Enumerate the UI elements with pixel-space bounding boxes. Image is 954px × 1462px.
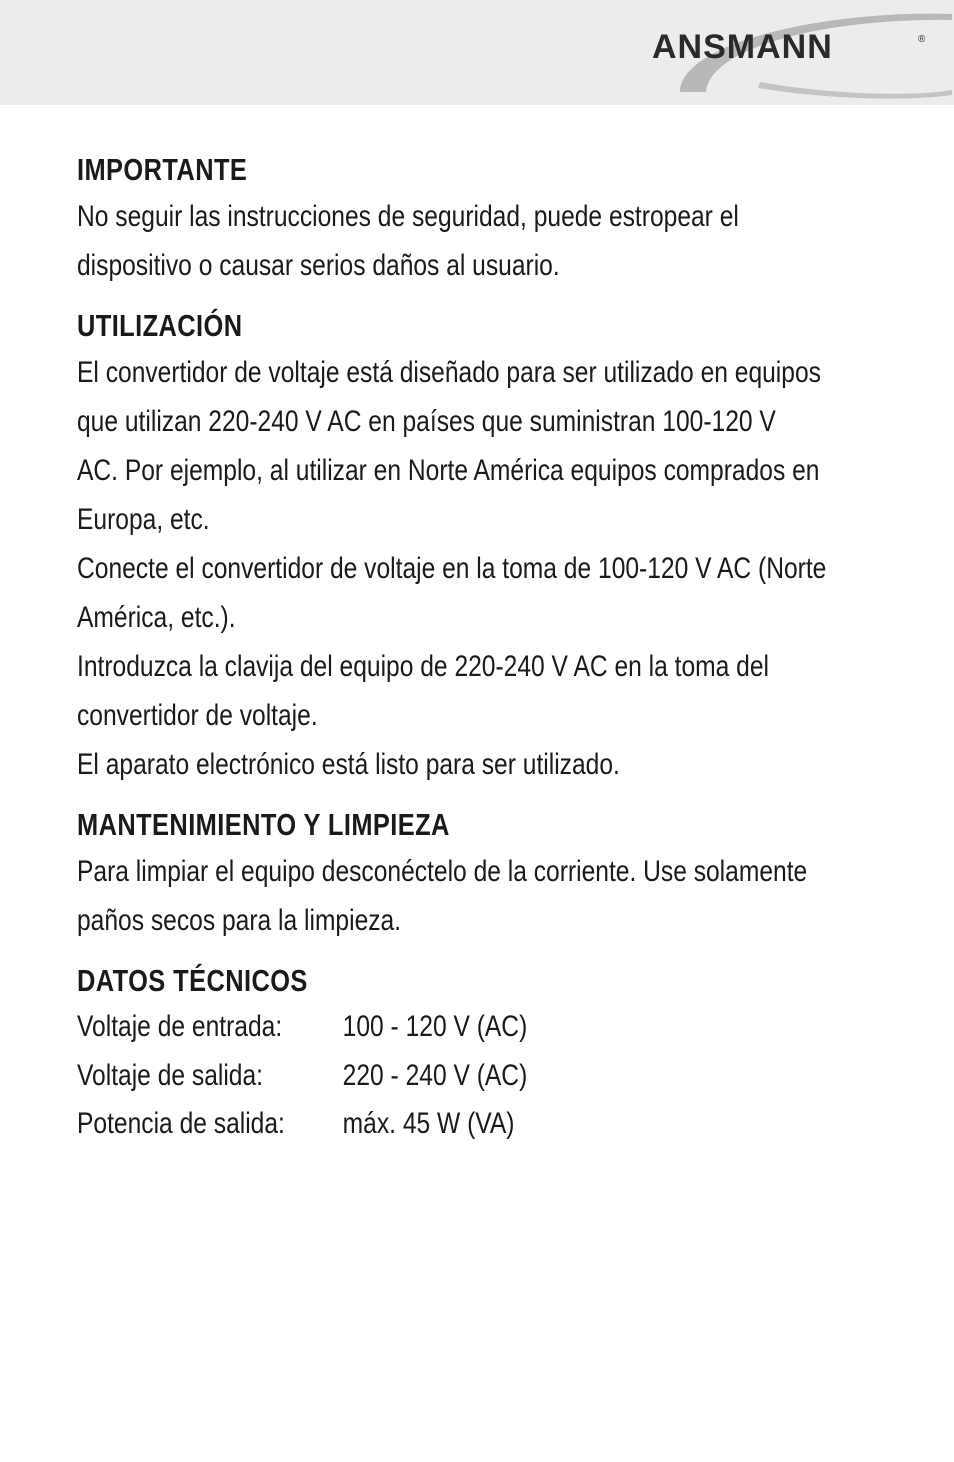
text-line: AC. Por ejemplo, al utilizar en Norte América equipos comprados en	[77, 454, 820, 487]
section-title: MANTENIMIENTO Y LIMPIEZA	[77, 807, 450, 842]
section-title: IMPORTANTE	[77, 152, 248, 187]
text-line: Conecte el convertidor de voltaje en la toma de 100-120 V AC (Norte	[77, 552, 827, 585]
text-line: El convertidor de voltaje está diseñado para ser utilizado en equipos	[77, 356, 821, 389]
text-line: que utilizan 220-240 V AC en países que suministran 100-120 V	[77, 405, 776, 438]
spec-row-output-voltage	[77, 1052, 877, 1101]
text-line: El aparato electrónico está listo para ser utilizado.	[77, 748, 620, 781]
section-title: UTILIZACIÓN	[77, 308, 243, 343]
text-line: Introduzca la clavija del equipo de 220-240 V AC en la toma del	[77, 650, 769, 683]
spec-row-input-voltage	[77, 1003, 877, 1052]
registered-mark: ®	[918, 34, 926, 45]
spec-value: 220 - 240 V (AC)	[342, 1058, 528, 1092]
spec-label: Potencia de salida:	[77, 1107, 285, 1140]
text-line: América, etc.).	[77, 601, 236, 634]
section-title: DATOS TÉCNICOS	[77, 963, 308, 998]
section-utilizacion	[77, 304, 877, 789]
text-line: dispositivo o causar serios daños al usuario.	[77, 249, 560, 282]
text-line: Europa, etc.	[77, 503, 210, 536]
section-mantenimiento	[77, 803, 877, 945]
section-importante	[77, 148, 877, 290]
spec-row-output-power	[77, 1100, 877, 1149]
text-line: paños secos para la limpieza.	[77, 904, 402, 937]
spec-value: máx. 45 W (VA)	[342, 1107, 515, 1140]
ansmann-logo	[640, 4, 954, 100]
spec-value: 100 - 120 V (AC)	[342, 1010, 528, 1043]
logo-text: ANSMANN	[652, 28, 833, 66]
text-line: No seguir las instrucciones de seguridad, puede estropear el	[77, 200, 739, 233]
text-line: convertidor de voltaje.	[77, 699, 318, 732]
document-body	[77, 148, 877, 1163]
text-line: Para limpiar el equipo desconéctelo de la corriente. Use solamente	[77, 855, 808, 888]
spec-label: Voltaje de entrada:	[77, 1010, 283, 1043]
section-datos-tecnicos	[77, 959, 877, 1149]
logo-swoosh-bottom	[758, 82, 952, 99]
spec-label: Voltaje de salida:	[77, 1058, 264, 1092]
